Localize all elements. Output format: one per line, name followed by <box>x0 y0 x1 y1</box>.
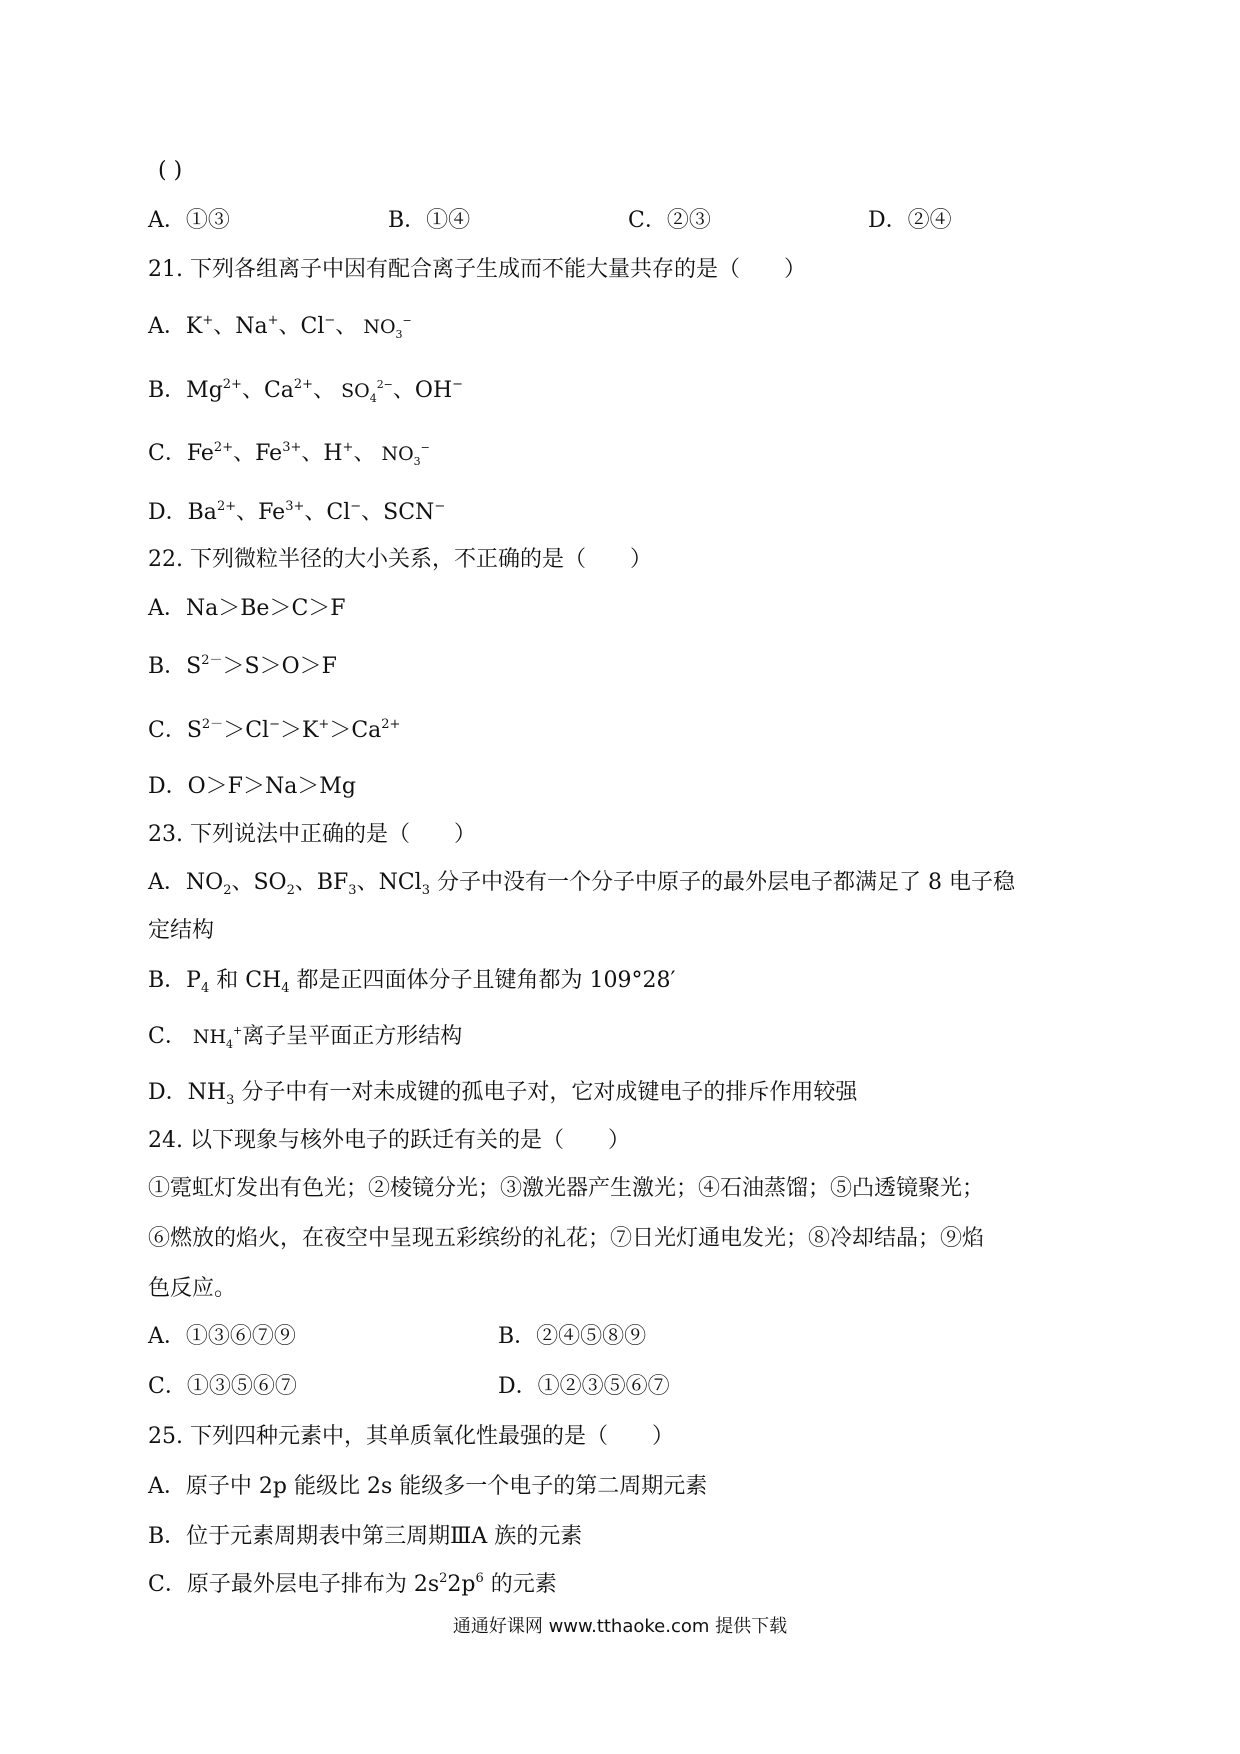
q21-stem: 21. 下列各组离子中因有配合离子生成而不能大量共存的是（ ） <box>148 257 806 282</box>
q24-option-b: B．②④⑤⑧⑨ <box>498 1324 647 1349</box>
q22-option-b: B．$S^{2-}>S>O>F$ <box>148 653 337 679</box>
q25-option-b: B．位于元素周期表中第三周期ⅢA 族的元素 <box>148 1524 583 1549</box>
q20-answer-bracket: ( ) <box>158 158 183 183</box>
q24-options-row-1 <box>148 1322 646 1352</box>
q23-option-a-continued: 定结构 <box>148 918 215 943</box>
q22-stem: 22. 下列微粒半径的大小关系，不正确的是（ ） <box>148 547 652 572</box>
q21-option-c: C．$Fe^{2+}$、$Fe^{3+}$、H+、 $NO_3^-$ <box>148 440 430 468</box>
q24-stem: 24. 以下现象与核外电子的跃迁有关的是（ ） <box>148 1128 630 1153</box>
q20-option-d: D．②④ <box>868 208 952 233</box>
q20-option-b: B．①④ <box>388 208 471 233</box>
q24-option-c: C．①③⑤⑥⑦ <box>148 1374 297 1399</box>
q24-text-line-2: ⑥燃放的焰火，在夜空中呈现五彩缤纷的礼花；⑦日光灯通电发光；⑧冷却结晶；⑨焰 <box>148 1226 985 1251</box>
q25-stem: 25. 下列四种元素中，其单质氧化性最强的是（ ） <box>148 1424 674 1449</box>
sulfate-ion: $SO_4^{2-}$ <box>341 378 393 405</box>
q23-option-a: A．$NO_2$、$SO_2$、$BF_3$、NCl$_3$ 分子中没有一个分子中原子的最外层电子都满足了 8 电子稳 <box>148 870 1015 898</box>
q22-option-a: A．Na＞Be＞C＞F <box>148 596 346 621</box>
q22-option-d: D．O＞F＞Na＞Mg <box>148 774 356 799</box>
ammonium-ion: $NH_4^+$ <box>192 1024 243 1051</box>
q20-option-c: C．②③ <box>628 208 711 233</box>
nitrate-ion: $NO_3^-$ <box>381 441 430 468</box>
q24-option-d: D．①②③⑤⑥⑦ <box>498 1374 670 1399</box>
q21-option-d: D．$Ba^{2+}$、$Fe^{3+}$、Cl−、SCN− <box>148 499 446 525</box>
q24-text-line-1: ①霓虹灯发出有色光；②棱镜分光；③激光器产生激光；④石油蒸馏；⑤凸透镜聚光； <box>148 1176 985 1201</box>
nitrate-ion: $NO_3^-$ <box>363 314 412 341</box>
q21-option-a: A．K+、Na+、Cl−、 $NO_3^-$ <box>148 313 412 341</box>
q20-option-a: A．①③ <box>148 208 230 233</box>
q21-option-b: B．$Mg^{2+}$、$Ca^{2+}$、 $SO_4^{2-}$、OH− <box>148 377 464 405</box>
q23-option-b: B．$P_4$ 和 $CH_4$ 都是正四面体分子且键角都为 109°28′ <box>148 968 676 996</box>
q22-option-c: C．$S^{2-}>Cl^->K^+>Ca^{2+}$ <box>148 717 401 743</box>
q24-text-line-3: 色反应。 <box>148 1276 237 1301</box>
q24-options-row-2 <box>148 1372 670 1402</box>
q25-option-a: A．原子中 2p 能级比 2s 能级多一个电子的第二周期元素 <box>148 1474 708 1499</box>
q23-option-c: C． $NH_4^+$离子呈平面正方形结构 <box>148 1024 463 1051</box>
q24-option-a: A．①③⑥⑦⑨ <box>148 1324 296 1349</box>
page-footer: 通通好课网 www.tthaoke.com 提供下载 <box>452 1616 788 1637</box>
q25-option-c: C．原子最外层电子排布为 $2s^22p^6$ 的元素 <box>148 1571 557 1597</box>
q23-option-d: D．$NH_3$ 分子中有一对未成键的孤电子对，它对成键电子的排斥作用较强 <box>148 1080 858 1108</box>
q20-options <box>148 206 952 236</box>
q23-stem: 23. 下列说法中正确的是（ ） <box>148 822 476 847</box>
